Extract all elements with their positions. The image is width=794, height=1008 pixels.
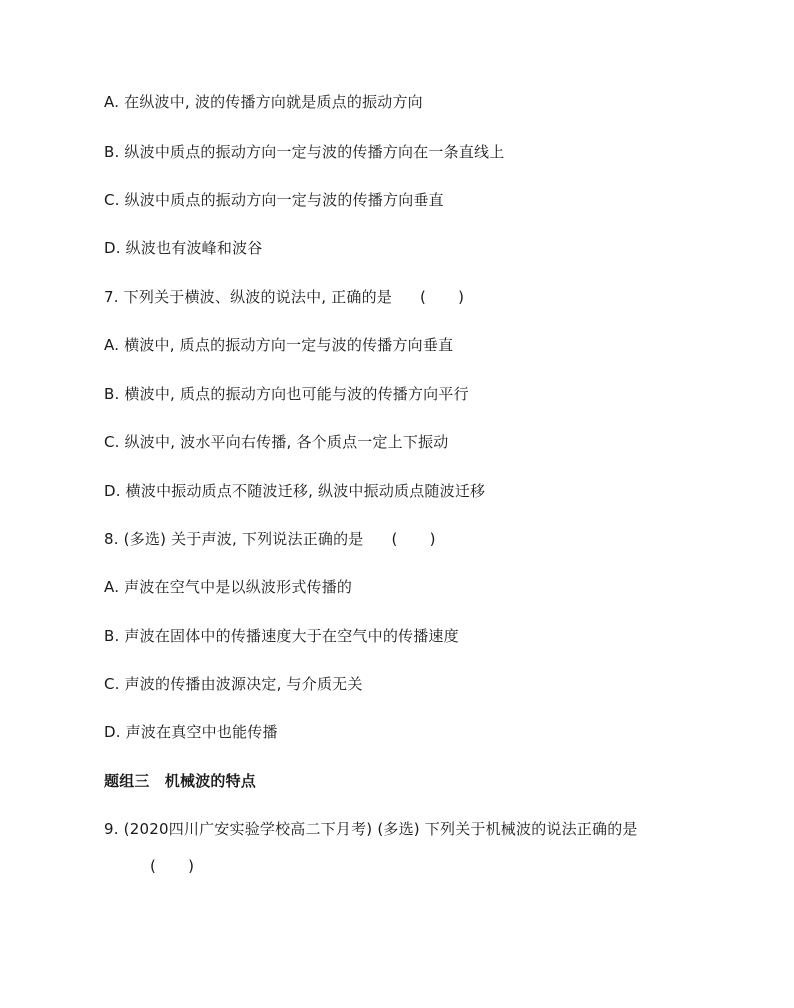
answer-bracket [392, 529, 436, 549]
question-8-option-d: D. 声波在真空中也能传播 [104, 723, 278, 741]
answer-bracket-close: ) [188, 857, 195, 875]
answer-bracket-open: ( [420, 288, 427, 306]
question-8-stem: 8. (多选) 关于声波, 下列说法正确的是 [104, 530, 364, 548]
question-8-option-a: A. 声波在空气中是以纵波形式传播的 [104, 578, 353, 596]
question-8-stem-line [104, 529, 436, 549]
question-8-option-c: C. 声波的传播由波源决定, 与介质无关 [104, 675, 363, 693]
question-8-option-b: B. 声波在固体中的传播速度大于在空气中的传播速度 [104, 627, 459, 645]
answer-bracket-close: ) [458, 288, 465, 306]
answer-bracket [150, 856, 194, 876]
answer-bracket-open: ( [150, 857, 157, 875]
question-7-option-c: C. 纵波中, 波水平向右传播, 各个质点一定上下振动 [104, 433, 449, 451]
prev-question-option-c: C. 纵波中质点的振动方向一定与波的传播方向垂直 [104, 191, 444, 209]
answer-bracket [420, 287, 464, 307]
prev-question-option-d: D. 纵波也有波峰和波谷 [104, 239, 263, 257]
answer-bracket-close: ) [429, 530, 436, 548]
question-7-option-d: D. 横波中振动质点不随波迁移, 纵波中振动质点随波迁移 [104, 482, 486, 500]
question-9-stem: 9. (2020四川广安实验学校高二下月考) (多选) 下列关于机械波的说法正确的是 [104, 820, 638, 838]
section-heading: 题组三 机械波的特点 [104, 772, 257, 790]
question-7-stem: 7. 下列关于横波、纵波的说法中, 正确的是 [104, 288, 393, 306]
answer-bracket-open: ( [391, 530, 398, 548]
question-7-option-b: B. 横波中, 质点的振动方向也可能与波的传播方向平行 [104, 385, 469, 403]
prev-question-option-b: B. 纵波中质点的振动方向一定与波的传播方向在一条直线上 [104, 143, 505, 161]
question-7-option-a: A. 横波中, 质点的振动方向一定与波的传播方向垂直 [104, 336, 454, 354]
prev-question-option-a: A. 在纵波中, 波的传播方向就是质点的振动方向 [104, 93, 423, 111]
question-7-stem-line [104, 287, 464, 307]
